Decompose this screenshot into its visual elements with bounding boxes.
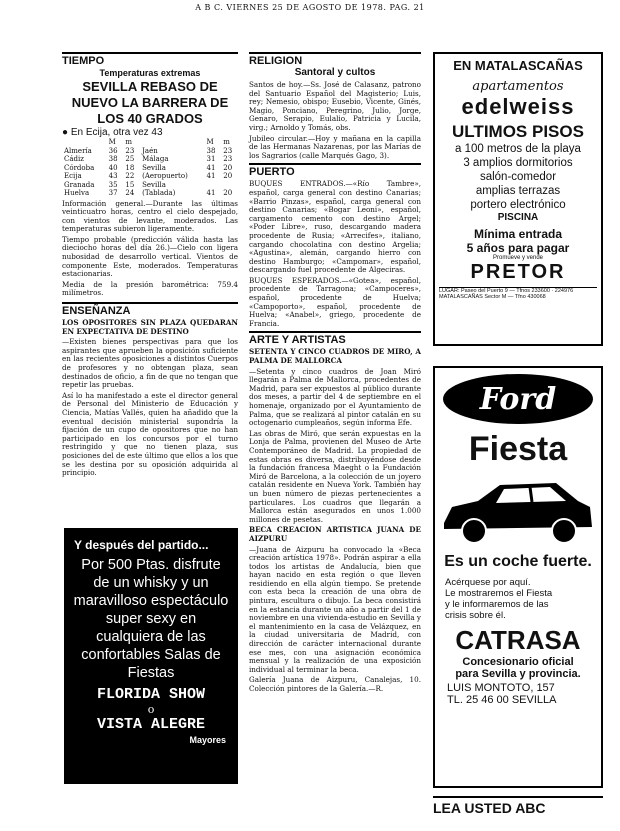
- temperature-cell: [205, 181, 222, 190]
- arte-p4: Galería Juana de Aizpuru, Canalejas, 10. Colección pintores de la Galería.—R.: [249, 675, 421, 693]
- temperature-cell: [221, 181, 238, 190]
- temperature-cell: 20: [223, 189, 233, 197]
- mat-l16: MATALASCAÑAS Sector M — Tfno 430068: [439, 294, 546, 300]
- ford-l2: Le mostraremos el Fiesta: [445, 588, 553, 599]
- section-puerto: PUERTO: [249, 163, 421, 178]
- tiempo-pressure: Media de la presión barométrica: 759.4 milímetros.: [62, 279, 238, 298]
- matalascanas-ad: [433, 52, 603, 346]
- temperature-cell: 15: [125, 180, 135, 189]
- arte-title2: BECA CREACION ARTISTICA JUANA DE AIZPURU: [249, 525, 421, 543]
- mat-l1: EN MATALASCAÑAS: [453, 58, 583, 73]
- temperature-cell: 37: [108, 189, 118, 197]
- arte-p3: —Juana de Aizpuru ha convocado la «Beca creación artística 1978». Podrán aspirar a ella todos los artistas de Andalucía, bien que hayan nacido en esta región o que lleven residiendo en ella algún tiempo. Se pretende con esta beca la creación de una obra de pintura, escultura o dibujo. La beca consistirá en la estancia durante un año a partir del 1 de noviembre en una vivienda-estudio en Sevilla y el mantenimiento en la casa de Velázquez, en la ciudad universitaria de Madrid, con dirección de carácter internacional durante ese mes, con una asignación económica mensual y la realización de una exposición individual al terminar la beca.: [249, 544, 421, 674]
- tiempo-info: Información general.—Durante las últimas veinticuatro horas, centro el cielo despejado, con vientos de levante, moderados. Las temperaturas subieron ligeramente.: [62, 198, 238, 234]
- mat-l10: PISCINA: [497, 212, 539, 223]
- footer-ad: [433, 796, 603, 816]
- temperature-cell: Sevilla: [142, 163, 166, 172]
- temperature-cell: 38: [206, 146, 216, 155]
- ford-l8: TL. 25 46 00 SEVILLA: [447, 694, 557, 706]
- florida-or: o: [147, 703, 155, 716]
- ford-ad: [433, 366, 603, 788]
- tiempo-sub: ● En Ecija, otra vez 43: [62, 127, 163, 138]
- ford-l1: Acérquese por aquí.: [445, 577, 531, 588]
- ensenanza-title: LOS OPOSITORES SIN PLAZA QUEDARAN EN EXPECTATIVA DE DESTINO: [62, 318, 238, 336]
- temperature-cell: 23: [125, 146, 135, 155]
- car-illustration: [438, 471, 598, 551]
- tiempo-title: Temperaturas extremas: [99, 68, 201, 78]
- temperature-cell: Málaga: [142, 155, 169, 163]
- puerto-p1: BUQUES ENTRADOS.—«Río Tambre», español, carga general con destino Canarias; «Barrio Pinzas», español, carga general con destino Canarias; «Bogar Leoni», español, cargamento cemento con destino Argel; «Poder Libre», ruso, descargando madera procedente de Rusia; «Arrecifes», italiano, cargando chocolatina con destino Argelia; «Agustina», alemán, cargando hierro con destino Hamburgo; «Campomar», español, descargando fuel procedente de Algeciras.: [249, 179, 421, 275]
- temperature-table: [62, 138, 238, 198]
- temperature-cell: 36: [108, 146, 118, 155]
- florida-mayores: Mayores: [189, 735, 226, 745]
- temperature-cell: 41: [206, 189, 216, 197]
- temperature-cell: 20: [223, 163, 233, 172]
- temperature-cell: (Tablada): [142, 189, 176, 197]
- temperature-cell: 35: [108, 180, 118, 189]
- religion-title: Santoral y cultos: [294, 67, 376, 78]
- left-column: [62, 52, 238, 480]
- mat-l7: salón-comedor: [479, 171, 557, 183]
- temperature-cell: (Aeropuerto): [142, 172, 188, 180]
- ford-logo-text: Ford: [479, 381, 557, 417]
- ford-slogan: Es un coche fuerte.: [444, 553, 592, 570]
- temperature-cell: 20: [223, 172, 233, 180]
- temperature-row: [62, 164, 238, 173]
- temperature-row: [62, 189, 238, 198]
- mat-l15: LUGAR: Paseo del Puerto 9 — Tfnos 233600 · 224976: [439, 287, 597, 294]
- arte-title: SETENTA Y CINCO CUADROS DE MIRO, A PALMA DE MALLORCA: [249, 347, 421, 366]
- temperature-cell: Granada: [64, 180, 95, 189]
- florida-show: FLORIDA SHOW: [96, 686, 206, 703]
- mat-l13: Promueve y vende: [492, 255, 544, 261]
- arte-p1: —Setenta y cinco cuadros de Joan Miró llegarán a Palma de Mallorca, procedentes de Madrid, para ser expuestos al público durante dos meses, a partir del 4 de septiembre en el homenaje, organizado por el Ayuntamiento de Palma, que se realizará al pintor catalán en su octogenario cumpleaños, según informa Efe.: [249, 366, 421, 428]
- tiempo-sub-text: En Ecija, otra vez 43: [70, 127, 163, 138]
- temperature-cell: 31: [206, 155, 216, 163]
- tiempo-forecast: Tiempo probable (predicción válida hasta las dieciocho horas del día 26.)—Cielo con ligera nubosidad de desarrollo vertical. Vientos de componente Este, moderados. Temperaturas estacionarias.: [62, 234, 238, 279]
- ford-logo: [443, 374, 593, 424]
- temperature-cell: Ecija: [64, 172, 82, 180]
- temperature-cell: Sevilla: [142, 180, 166, 189]
- temperature-cell: 43: [108, 172, 118, 180]
- temperature-cell: 23: [223, 155, 233, 163]
- temperature-cell: Córdoba: [64, 163, 95, 172]
- temperature-cell: 24: [125, 189, 135, 197]
- section-religion: RELIGION: [249, 52, 421, 67]
- vista-alegre: VISTA ALEGRE: [96, 716, 206, 733]
- section-ensenanza: ENSEÑANZA: [62, 302, 238, 317]
- temperature-cell: 38: [108, 155, 118, 163]
- mat-pretor: PRETOR: [470, 261, 566, 283]
- arte-p2: Las obras de Miró, que serán expuestas en la Lonja de Palma, provienen del Museo de Arte Contemporáneo de Madrid. La propiedad de estas obras es diversa, distribuyéndose desde la fundación francesa Maeght o la Fundación Miró de Barcelona, a la colección de un joyero catalán residente en Nueva York. También hay un buen número de piezas pertenecientes a particulares. Los cuadros que llegarán a Mallorca están asegurados en unos 1.000 millones de pesetas.: [249, 428, 421, 524]
- ford-model: Fiesta: [468, 430, 568, 468]
- middle-column: [249, 52, 421, 696]
- temperature-cell: Cádiz: [64, 155, 84, 163]
- religion-p2: Jubileo circular.—Hoy y mañana en la capilla de las Hermanas Nazarenas, por las Marías de los Sagrarios (calle Marqués Gago, 3).: [249, 133, 421, 160]
- mat-l6: 3 amplios dormitorios: [463, 157, 573, 169]
- temperature-row: [62, 147, 238, 156]
- florida-l1: Y después del partido...: [74, 538, 209, 552]
- puerto-p2: BUQUES ESPERADOS.—«Gotea», español, procedente de Tarragona; «Campoceres», español, procedente de Huelva; «Campoporto», español, procedente de Huelva; «Anabel», griego, procedente de Francia.: [249, 275, 421, 328]
- mat-l8: amplias terrazas: [475, 185, 561, 197]
- mat-l11: Mínima entrada: [473, 227, 563, 241]
- ensenanza-p2: Así lo ha manifestado a este el director general de Personal del Ministerio de Educación y Ciencia, Matías Vallés, quien ha añadido que la eventual decisión ministerial supondría la fijación de un cupo de opositores que no han participado en los concursos por el turno restringido y que no tienen plaza, sus posiciones del de este último que ellos a los que se les destina por su oposición adquirida al principio.: [62, 390, 238, 478]
- ford-l3: y le informaremos de las: [445, 599, 549, 610]
- section-tiempo: TIEMPO: [62, 52, 238, 67]
- temperature-cell: 41: [206, 172, 216, 180]
- florida-l2: Por 500 Ptas. disfrute de un whisky y un maravilloso espectáculo super sexy en cualquiera de las confortables Salas de Fiestas: [73, 557, 229, 681]
- mat-l5: a 100 metros de la playa: [455, 143, 581, 155]
- temperature-cell: 18: [125, 163, 135, 172]
- mat-l9: portero electrónico: [470, 199, 566, 211]
- temperature-cell: 23: [223, 146, 233, 155]
- mat-l2: apartamentos: [472, 79, 564, 94]
- footer-ad-text: LEA USTED ABC: [433, 800, 546, 816]
- mat-brand: edelweiss: [461, 94, 575, 119]
- temperature-row: [62, 155, 238, 164]
- ford-l7: LUIS MONTOTO, 157: [447, 682, 555, 694]
- temperature-row: [62, 172, 238, 181]
- temperature-cell: Huelva: [64, 189, 90, 197]
- ford-dealer: CATRASA: [455, 625, 581, 655]
- temperature-cell: 41: [206, 163, 216, 172]
- florida-ad: [64, 528, 238, 784]
- col-max: M: [108, 138, 116, 146]
- ford-l6: para Sevilla y provincia.: [455, 668, 581, 680]
- ford-l4: crisis sobre él.: [445, 610, 506, 621]
- temperature-row: [62, 181, 238, 190]
- tiempo-headline: SEVILLA REBASO DE NUEVO LA BARRERA DE LOS 40 GRADOS: [71, 79, 229, 126]
- ford-l5: Concesionario oficial: [462, 656, 574, 668]
- col-min-2: m: [223, 138, 230, 146]
- col-min: m: [125, 138, 132, 146]
- religion-p1: Santos de hoy.—Ss. José de Calasanz, patrono del Santuario Español del Magisterio; Luis, rey; Nemesio, obispo; Eusebio, Vicente, Ginés, Magio, Ponciano, Peregrino, Julio, Jorge, Genaro, Serapio, Eulalio, Patricia y Lucila, virg.; Arnoldo y Tomás, obs.: [249, 80, 421, 132]
- col-max-2: M: [206, 138, 214, 146]
- mat-l4: ULTIMOS PISOS: [452, 122, 584, 141]
- temperature-cell: 25: [125, 155, 135, 163]
- temperature-cell: Almería: [64, 146, 92, 155]
- temperature-cell: Jaén: [142, 146, 158, 155]
- page-header: A B C. VIERNES 25 DE AGOSTO DE 1978. PAG. 21: [195, 3, 425, 12]
- ensenanza-p1: —Existen bienes perspectivas para que los aspirantes que aprueben la oposición suficiente en las recientes oposiciones a distintos Cuerpos de profesores y no obtengan plaza, sean destinados de oficio, a fin de que no tengan que repetir las pruebas.: [62, 337, 238, 390]
- temperature-cell: 40: [108, 163, 118, 172]
- section-arte: ARTE Y ARTISTAS: [249, 331, 421, 346]
- temperature-cell: 22: [125, 172, 135, 180]
- mat-l12: 5 años para pagar: [466, 241, 570, 255]
